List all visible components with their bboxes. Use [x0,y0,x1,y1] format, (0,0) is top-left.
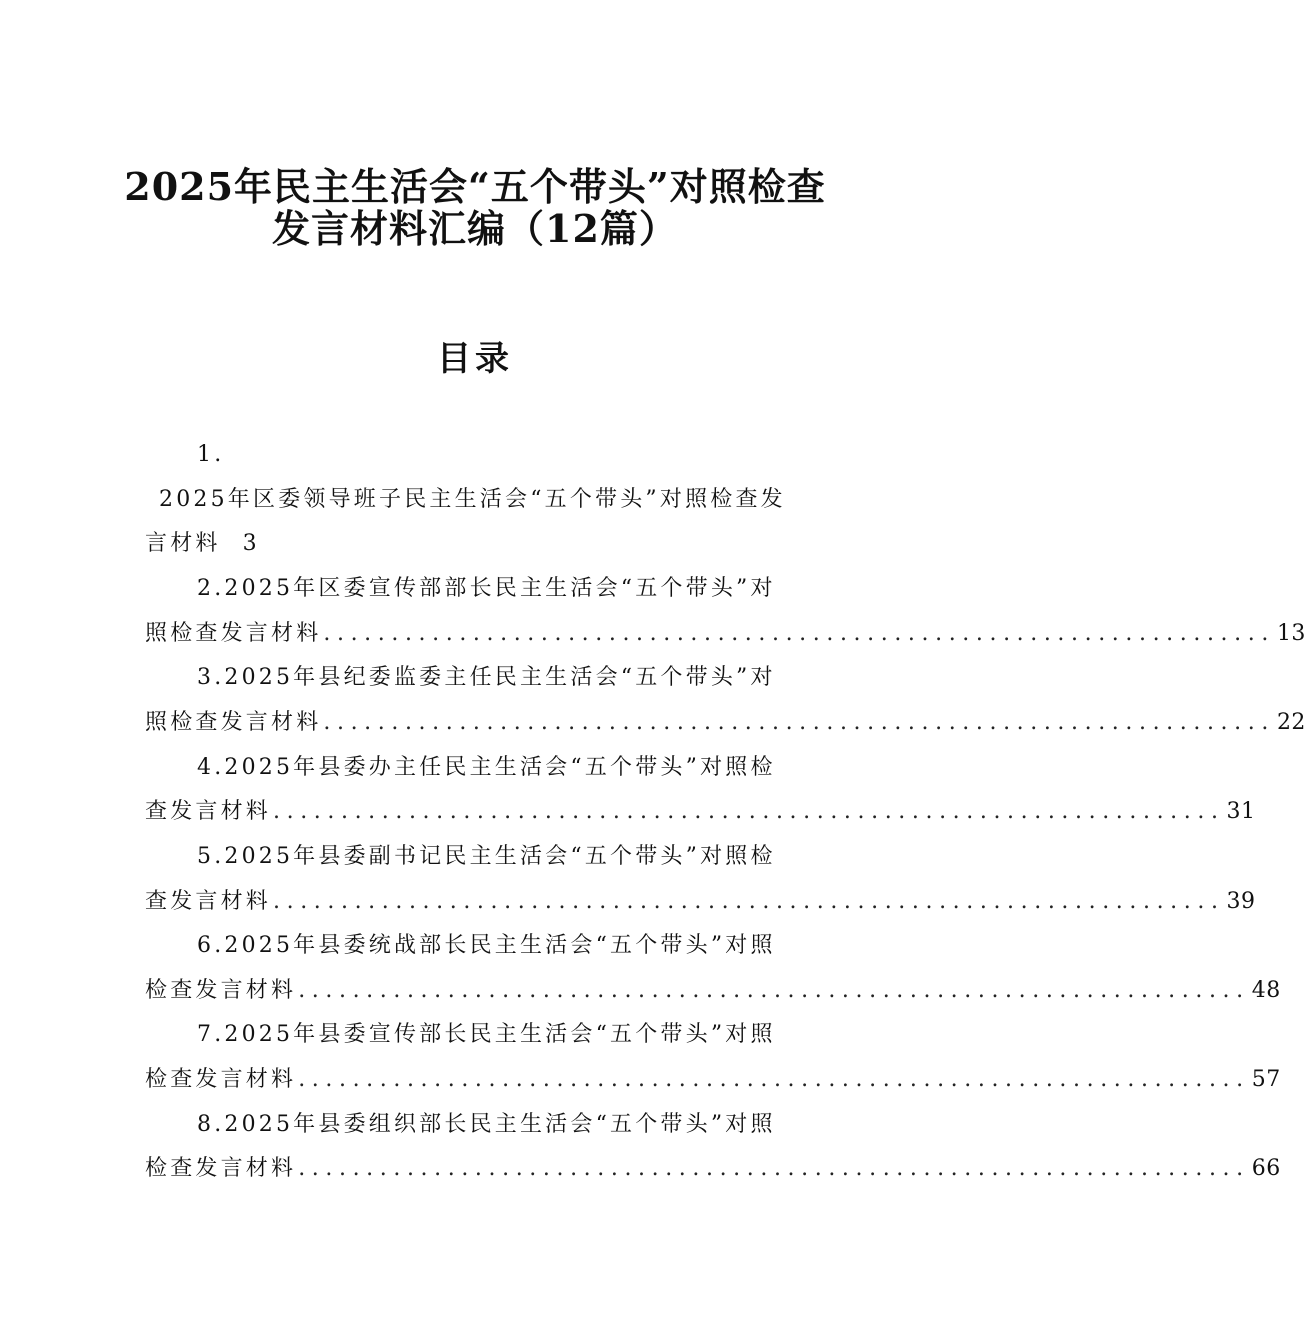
toc-entry-5-leader: ...................................................................... [273,889,1225,914]
toc-entry-5-title-end: 查发言材料 [145,889,272,914]
toc-entry-3-line-2[interactable] [145,708,1306,738]
toc-entry-3-page: 22 [1276,710,1306,735]
toc-entry-6-line-1[interactable]: 6.2025年县委统战部长民主生活会“五个带头”对照 [197,933,776,958]
toc-entry-8-line-2[interactable] [145,1154,1281,1184]
toc-entry-7-leader: ...................................................................... [298,1067,1250,1092]
toc-entry-1-page: 3 [242,531,260,556]
toc-entry-3-leader: ...................................................................... [323,710,1275,735]
toc-entry-1-number: 1. [197,442,225,467]
toc-entry-6-title-end: 检查发言材料 [145,978,297,1003]
toc-entry-2-line-2[interactable] [145,619,1306,649]
toc-entry-2-line-1[interactable]: 2.2025年区委宣传部部长民主生活会“五个带头”对 [197,576,776,601]
toc-entry-2-title-end: 照检查发言材料 [145,621,322,646]
toc-entry-4-title-end: 查发言材料 [145,799,272,824]
document-title-line-2: 发言材料汇编（12篇） [272,206,678,251]
toc-entry-7-title-end: 检查发言材料 [145,1067,297,1092]
toc-entry-7-line-2[interactable] [145,1065,1281,1095]
toc-entry-5-line-1[interactable]: 5.2025年县委副书记民主生活会“五个带头”对照检 [197,844,776,869]
toc-entry-4-page: 31 [1226,799,1256,824]
toc-entry-1-title-end: 言材料 [145,531,221,556]
toc-entry-3-line-1[interactable]: 3.2025年县纪委监委主任民主生活会“五个带头”对 [197,665,776,690]
toc-entry-2-leader: ...................................................................... [323,621,1275,646]
toc-entry-5-page: 39 [1226,889,1256,914]
document-title-line-1: 2025年民主生活会“五个带头”对照检查 [124,164,826,209]
toc-entry-7-line-1[interactable]: 7.2025年县委宣传部长民主生活会“五个带头”对照 [197,1022,776,1047]
toc-heading: 目录 [437,339,513,379]
toc-entry-6-line-2[interactable] [145,976,1281,1006]
toc-entry-6-page: 48 [1251,978,1281,1003]
toc-entry-8-page: 66 [1251,1156,1281,1181]
toc-entry-4-line-1[interactable]: 4.2025年县委办主任民主生活会“五个带头”对照检 [197,755,776,780]
toc-entry-6-leader: ...................................................................... [298,978,1250,1003]
toc-entry-1-line-1[interactable]: 2025年区委领导班子民主生活会“五个带头”对照检查发 [159,487,786,512]
toc-entry-3-title-end: 照检查发言材料 [145,710,322,735]
toc-entry-1-line-2[interactable] [145,529,260,559]
toc-entry-4-line-2[interactable] [145,797,1256,827]
toc-entry-4-leader: ...................................................................... [273,799,1225,824]
toc-entry-5-line-2[interactable] [145,887,1256,917]
toc-entry-8-line-1[interactable]: 8.2025年县委组织部长民主生活会“五个带头”对照 [197,1112,776,1137]
toc-entry-8-leader: ...................................................................... [298,1156,1250,1181]
toc-entry-8-title-end: 检查发言材料 [145,1156,297,1181]
toc-entry-7-page: 57 [1251,1067,1281,1092]
toc-entry-2-page: 13 [1276,621,1306,646]
